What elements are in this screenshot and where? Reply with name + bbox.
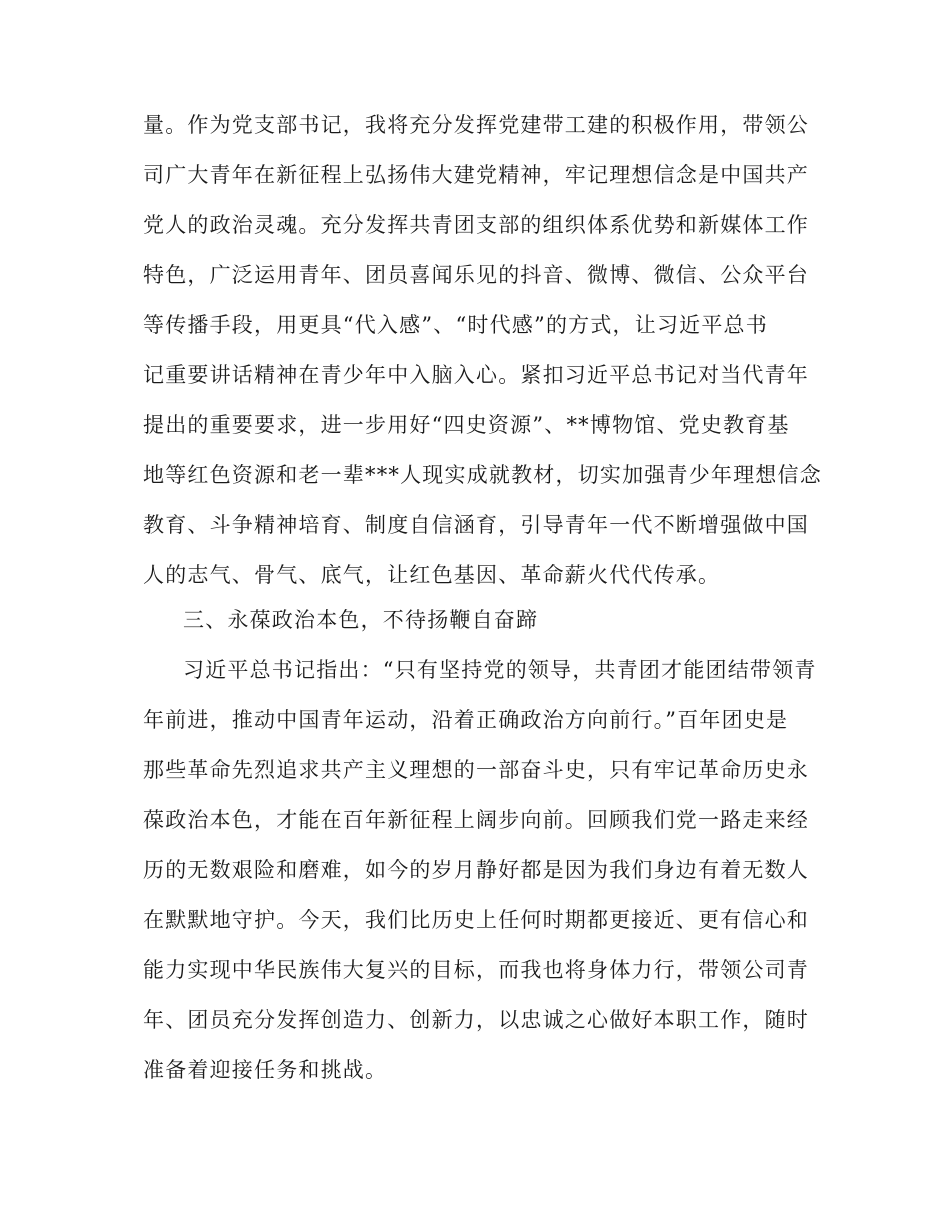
body-line: 年前进，推动中国青年运动，沿着正确政治方向前行。”百年团史是 <box>143 708 789 732</box>
body-line: 特色，广泛运用青年、团员喜闻乐见的抖音、微博、微信、公众平台 <box>143 263 809 287</box>
body-line: 党人的政治灵魂。充分发挥共青团支部的组织体系优势和新媒体工作 <box>143 213 809 237</box>
body-line: 司广大青年在新征程上弘扬伟大建党精神，牢记理想信念是中国共产 <box>143 163 809 187</box>
section-heading: 三、永葆政治本色，不待扬鞭自奋蹄 <box>183 608 539 632</box>
body-line: 那些革命先烈追求共产主义理想的一部奋斗史，只有牢记革命历史永 <box>143 758 809 782</box>
body-line: 历的无数艰险和磨难，如今的岁月静好都是因为我们身边有着无数人 <box>143 858 809 882</box>
body-line: 准备着迎接任务和挑战。 <box>143 1058 388 1082</box>
body-line: 提出的重要要求，进一步用好“四史资源”、**博物馆、党史教育基 <box>143 413 790 437</box>
body-line: 记重要讲话精神在青少年中入脑入心。紧扣习近平总书记对当代青年 <box>143 363 809 387</box>
body-line: 葆政治本色，才能在百年新征程上阔步向前。回顾我们党一路走来经 <box>143 808 809 832</box>
body-line: 能力实现中华民族伟大复兴的目标，而我也将身体力行，带领公司青 <box>143 958 809 982</box>
body-line: 教育、斗争精神培育、制度自信涵育，引导青年一代不断增强做中国 <box>143 513 809 537</box>
body-line: 地等红色资源和老一辈***人现实成就教材，切实加强青少年理想信念 <box>143 463 822 487</box>
body-line: 习近平总书记指出：“只有坚持党的领导，共青团才能团结带领青 <box>183 658 817 682</box>
body-line: 在默默地守护。今天，我们比历史上任何时期都更接近、更有信心和 <box>143 908 809 932</box>
body-line: 人的志气、骨气、底气，让红色基因、革命薪火代代传承。 <box>143 563 721 587</box>
body-line: 量。作为党支部书记，我将充分发挥党建带工建的积极作用，带领公 <box>143 113 809 137</box>
body-line: 等传播手段，用更具“代入感”、“时代感”的方式，让习近平总书 <box>143 313 768 337</box>
body-line: 年、团员充分发挥创造力、创新力，以忠诚之心做好本职工作，随时 <box>143 1008 809 1032</box>
